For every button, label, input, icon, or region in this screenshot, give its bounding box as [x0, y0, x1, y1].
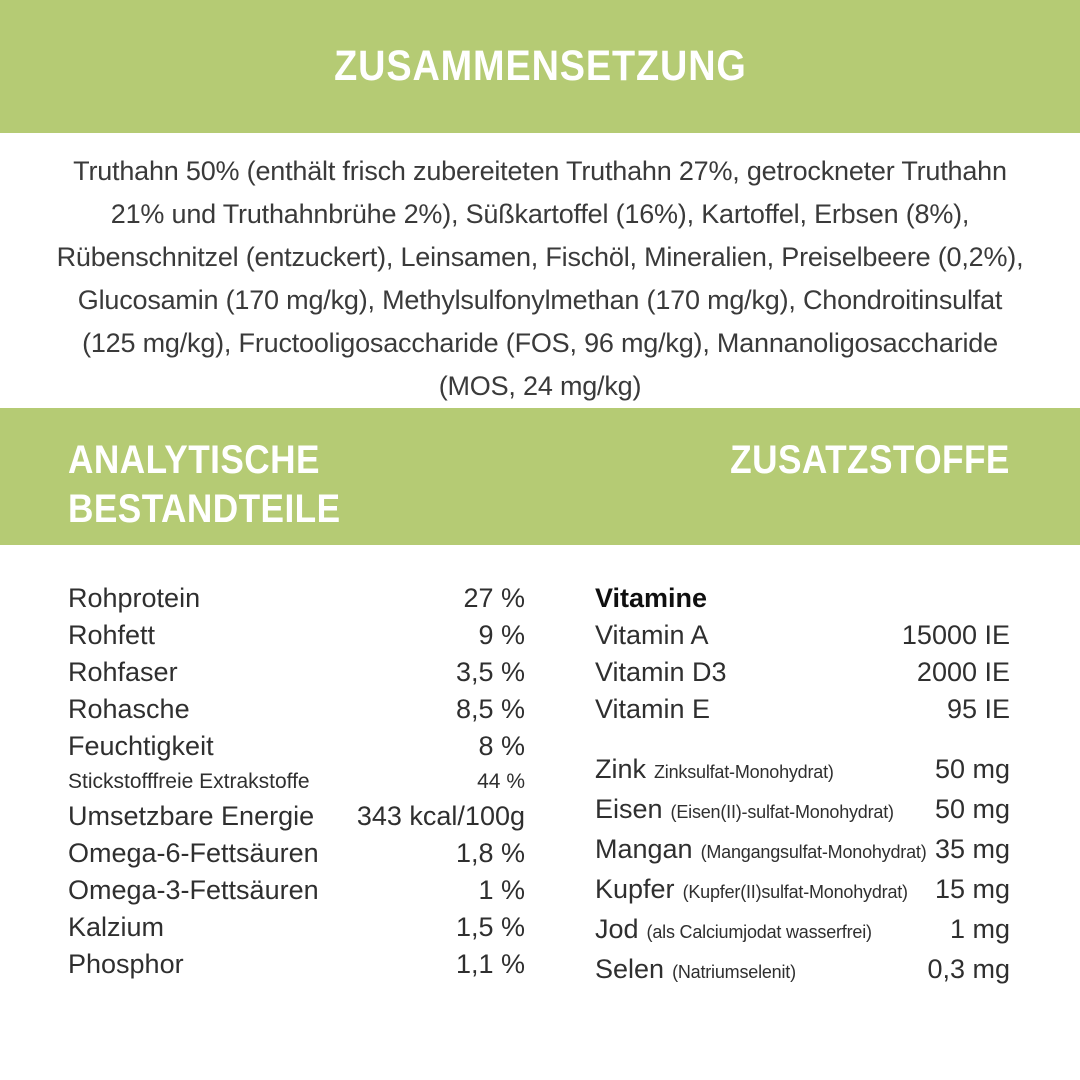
- row-label: Rohfaser: [68, 657, 178, 687]
- vitamins-heading-row: [595, 580, 1010, 617]
- row-value: 15000 IE: [901, 620, 1010, 650]
- composition-text: [0, 133, 1080, 408]
- composition-line: (125 mg/kg), Fructooligosaccharide (FOS, 96 mg/kg), Mannanoligosaccharide: [82, 328, 998, 358]
- row-value: 8,5 %: [455, 694, 525, 724]
- row-label: Rohfett: [68, 620, 156, 650]
- additives-title: ZUSATZSTOFFE: [730, 438, 1010, 482]
- mineral-note: (Natriumselenit): [672, 962, 796, 982]
- table-row: [68, 654, 525, 691]
- row-label: Rohprotein: [68, 583, 201, 613]
- row-label: Phosphor: [68, 949, 184, 979]
- row-value: 1,8 %: [455, 838, 525, 868]
- mineral-name: Selen: [595, 954, 665, 984]
- row-label: Omega-6-Fettsäuren: [68, 838, 319, 868]
- composition-line: Rübenschnitzel (entzuckert), Leinsamen, Fischöl, Mineralien, Preiselbeere (0,2%),: [56, 242, 1024, 272]
- analytical-title: [68, 436, 341, 534]
- table-row: [68, 798, 525, 835]
- row-label: [595, 951, 796, 991]
- section-titles-banner: [0, 408, 1080, 545]
- row-value: 3,5 %: [455, 657, 525, 687]
- row-label: [595, 911, 872, 951]
- analytical-title-line2: BESTANDTEILE: [68, 487, 341, 531]
- table-row: [595, 911, 1010, 951]
- mineral-note: (Mangangsulfat-Monohydrat): [700, 842, 927, 862]
- minerals-list: [595, 751, 1010, 991]
- mineral-note: (Kupfer(II)sulfat-Monohydrat): [682, 882, 908, 902]
- table-row: [595, 691, 1010, 728]
- row-value: 1 mg: [949, 914, 1010, 944]
- mineral-name: Jod: [595, 914, 639, 944]
- mineral-note: (als Calciumjodat wasserfrei): [646, 922, 872, 942]
- mineral-name: Zink: [595, 754, 647, 784]
- composition-line: (MOS, 24 mg/kg): [438, 371, 642, 401]
- row-label: Feuchtigkeit: [68, 731, 214, 761]
- vitamins-heading: Vitamine: [595, 583, 708, 613]
- table-row: [68, 872, 525, 909]
- additives-table: [595, 580, 1010, 991]
- row-value: 0,3 mg: [927, 954, 1010, 984]
- row-value: 50 mg: [934, 794, 1010, 824]
- row-value: 50 mg: [934, 754, 1010, 784]
- tables-area: [0, 545, 1080, 991]
- row-value: 95 IE: [946, 694, 1010, 724]
- table-row: [595, 951, 1010, 991]
- table-row: [68, 909, 525, 946]
- row-label: [595, 791, 894, 831]
- row-label: [595, 871, 908, 911]
- table-row: [68, 691, 525, 728]
- row-label: Vitamin D3: [595, 657, 727, 687]
- row-value: 1,1 %: [455, 949, 525, 979]
- row-label: Omega-3-Fettsäuren: [68, 875, 319, 905]
- row-label: Vitamin E: [595, 694, 711, 724]
- row-label: Rohasche: [68, 694, 190, 724]
- composition-line: Truthahn 50% (enthält frisch zubereiteten Truthahn 27%, getrockneter Truthahn: [73, 156, 1007, 186]
- table-row: [68, 580, 525, 617]
- composition-line: Glucosamin (170 mg/kg), Methylsulfonylmethan (170 mg/kg), Chondroitinsulfat: [77, 285, 1003, 315]
- row-value: 9 %: [478, 620, 525, 650]
- row-value: 8 %: [478, 731, 525, 761]
- row-value: 44 %: [477, 770, 525, 793]
- composition-title: ZUSAMMENSETZUNG: [333, 42, 747, 90]
- mineral-name: Kupfer: [595, 874, 675, 904]
- table-row: [68, 946, 525, 983]
- analytical-table: [68, 580, 525, 991]
- table-row: [68, 728, 525, 765]
- mineral-note: (Eisen(II)-sulfat-Monohydrat): [670, 802, 894, 822]
- table-row: [68, 835, 525, 872]
- table-row: [68, 617, 525, 654]
- composition-banner: [0, 0, 1080, 133]
- row-value: 1,5 %: [455, 912, 525, 942]
- mineral-note: Zinksulfat-Monohydrat): [654, 762, 834, 782]
- row-label: Stickstofffreie Extrakstoffe: [68, 770, 310, 793]
- table-row: [595, 654, 1010, 691]
- table-row: [595, 871, 1010, 911]
- table-row: [595, 831, 1010, 871]
- mineral-name: Mangan: [595, 834, 693, 864]
- mineral-name: Eisen: [595, 794, 663, 824]
- row-label: Umsetzbare Energie: [68, 801, 315, 831]
- row-value: 27 %: [463, 583, 525, 613]
- row-value: 35 mg: [934, 834, 1010, 864]
- table-row: [595, 751, 1010, 791]
- row-value: 2000 IE: [916, 657, 1010, 687]
- row-value: 15 mg: [934, 874, 1010, 904]
- table-row: [68, 765, 525, 798]
- row-label: Vitamin A: [595, 620, 709, 650]
- row-label: [595, 831, 927, 871]
- row-label: Kalzium: [68, 912, 165, 942]
- row-value: 343 kcal/100g: [356, 801, 525, 831]
- table-row: [595, 791, 1010, 831]
- row-label: [595, 751, 834, 791]
- analytical-title-line1: ANALYTISCHE: [68, 438, 320, 482]
- row-value: 1 %: [478, 875, 525, 905]
- composition-line: 21% und Truthahnbrühe 2%), Süßkartoffel (16%), Kartoffel, Erbsen (8%),: [110, 199, 970, 229]
- table-row: [595, 617, 1010, 654]
